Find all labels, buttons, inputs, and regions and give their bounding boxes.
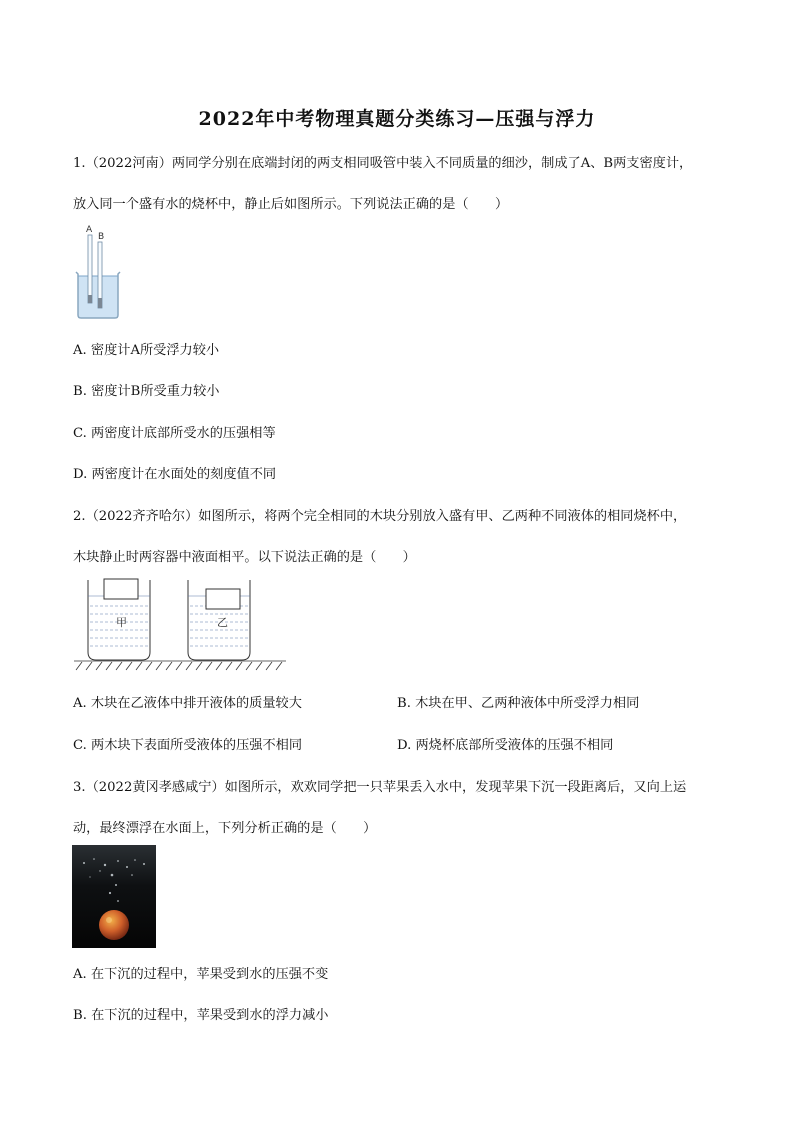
question-3-text-line1: 3.（2022黄冈孝感咸宁）如图所示，欢欢同学把一只苹果丢入水中，发现苹果下沉一段距离后，又向上运 [73,780,687,795]
question-1-text-line1: 1.（2022河南）两同学分别在底端封闭的两支相同吸管中装入不同质量的细沙，制成了A、B两支密度计， [73,156,693,171]
question-2-option-d: D. 两烧杯底部所受液体的压强不相同 [397,738,614,753]
beaker-right [188,580,250,660]
liquid-label-left: 甲 [116,616,127,629]
apple-in-water-photo [72,845,156,948]
hydrometer-b-sand [98,298,102,308]
wood-block-right [206,589,240,609]
hydrometer-a-sand [88,295,92,303]
wood-block-left [104,579,138,599]
apple [99,910,129,940]
page-title: 2022年中考物理真题分类练习—压强与浮力 [198,108,596,130]
two-beakers-figure [72,574,288,674]
question-3-option-b: B. 在下沉的过程中，苹果受到水的浮力减小 [73,1008,329,1023]
hydrometer-b-label: B [98,232,105,242]
apple-highlight [106,917,112,923]
beaker-left [88,579,150,660]
ground-hatching [74,661,286,670]
question-1-option-d: D. 两密度计在水面处的刻度值不同 [73,467,277,482]
question-2-option-a: A. 木块在乙液体中排开液体的质量较大 [73,696,302,711]
hydrometer-a-label: A [86,225,93,235]
question-2-option-c: C. 两木块下表面所受液体的压强不相同 [73,738,303,753]
question-2-option-b: B. 木块在甲、乙两种液体中所受浮力相同 [397,696,640,711]
question-1-option-a: A. 密度计A所受浮力较小 [73,343,220,358]
question-2-text-line1: 2.（2022齐齐哈尔）如图所示，将两个完全相同的木块分别放入盛有甲、乙两种不同液体的相同烧杯中， [73,509,687,524]
question-1-option-b: B. 密度计B所受重力较小 [73,384,220,399]
question-2-text-line2: 木块静止时两容器中液面相平。以下说法正确的是（ ） [73,550,416,565]
question-1-text-line2: 放入同一个盛有水的烧杯中，静止后如图所示。下列说法正确的是（ ） [73,197,509,212]
hydrometer-a [88,235,92,303]
liquid-label-right: 乙 [217,616,228,629]
question-1-option-c: C. 两密度计底部所受水的压强相等 [73,426,276,441]
question-3-text-line2: 动，最终漂浮在水面上，下列分析正确的是（ ） [73,821,377,836]
question-3-option-a: A. 在下沉的过程中，苹果受到水的压强不变 [73,967,329,982]
hydrometer-beaker-figure [72,222,124,320]
